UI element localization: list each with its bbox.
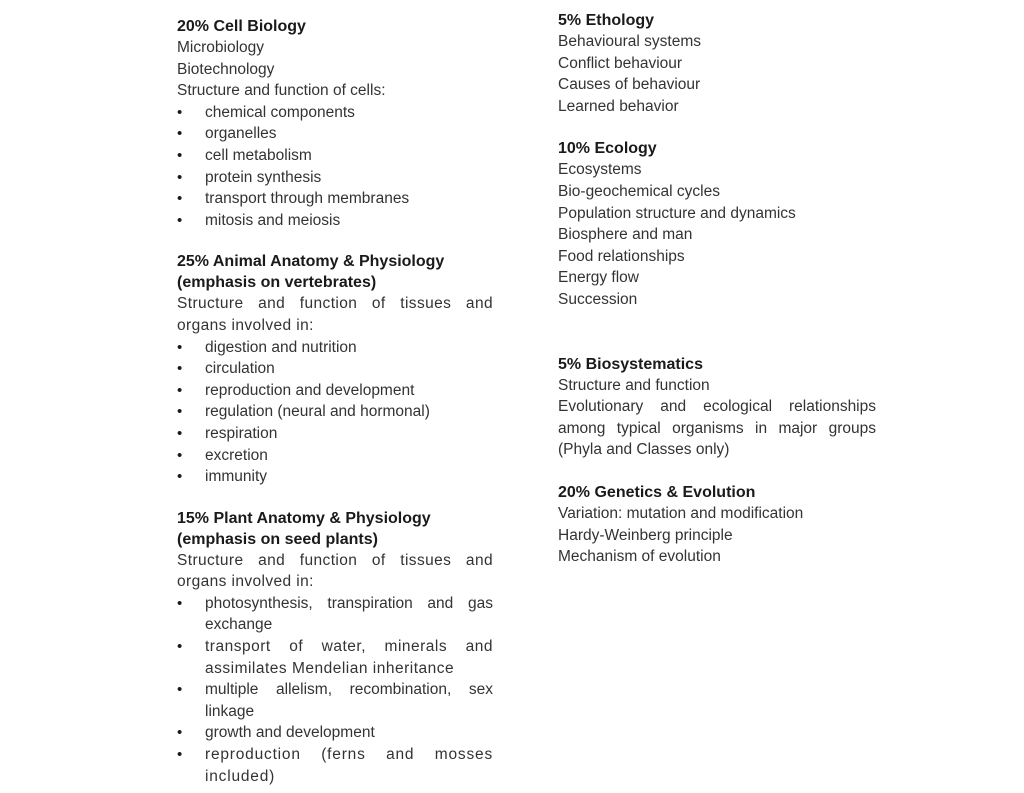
topic-line: Food relationships — [558, 247, 685, 265]
list-item: • respiration — [177, 423, 497, 445]
bullet-icon: • — [177, 446, 183, 464]
bullet-icon: • — [177, 746, 184, 764]
topic-line: Learned behavior — [558, 97, 679, 115]
bullet-icon: • — [177, 146, 183, 164]
topic-line: Hardy-Weinberg principle — [558, 526, 733, 544]
section-heading: 15% Plant Anatomy & Physiology (emphasis on seed plants) — [177, 509, 431, 548]
bullet-icon: • — [177, 360, 183, 378]
list-item: • chemical components — [177, 102, 497, 124]
bullet-icon: • — [177, 381, 183, 399]
list-item: • immunity — [177, 466, 497, 488]
list-item: • growth and development — [177, 722, 493, 744]
list-item: • multiple allelism, recombination, sex linkage — [177, 681, 493, 720]
topic-line: Energy flow — [558, 269, 639, 287]
topic-line: Structure and function of cells: — [177, 82, 386, 100]
list-item: • photosynthesis, transpiration and gas exchange — [177, 594, 493, 634]
bullet-icon: • — [177, 424, 183, 442]
topic-line: Bio-geochemical cycles — [558, 182, 720, 200]
topic-paragraph: Evolutionary and ecological relationships among typical organisms in major groups (Phyla and Classes only) — [558, 398, 876, 459]
list-item: • reproduction and development — [177, 380, 497, 402]
list-item: • transport through membranes — [177, 188, 497, 210]
bullet-icon: • — [177, 103, 183, 121]
section-heading: 20% Genetics & Evolution — [558, 483, 756, 501]
list-item: • mitosis and meiosis — [177, 210, 497, 232]
bullet-list — [177, 102, 497, 232]
section-heading: 10% Ecology — [558, 140, 657, 158]
topic-line: Succession — [558, 290, 638, 308]
bullet-icon: • — [177, 190, 183, 208]
topic-line: Behavioural systems — [558, 33, 702, 50]
bullet-icon: • — [177, 638, 183, 656]
bullet-icon: • — [177, 168, 183, 186]
topic-line: Conflict behaviour — [558, 54, 683, 72]
section-ecology — [558, 138, 888, 310]
bullet-icon: • — [177, 681, 183, 699]
bullet-icon: • — [177, 594, 183, 612]
list-item: • transport of water, minerals and assimilates Mendelian inheritance — [177, 638, 493, 677]
list-item: • protein synthesis — [177, 167, 497, 189]
list-item: • excretion — [177, 445, 497, 467]
section-plant-anatomy — [177, 508, 497, 788]
right-column — [558, 0, 888, 568]
list-item: • organelles — [177, 123, 497, 145]
bullet-list — [177, 593, 493, 787]
bullet-icon: • — [177, 468, 183, 486]
section-cell-biology — [177, 16, 497, 231]
list-item: • cell metabolism — [177, 145, 497, 167]
section-intro: Structure and function of tissues and organs involved in: — [177, 295, 493, 334]
left-column — [177, 0, 497, 787]
topic-line: Causes of behaviour — [558, 76, 701, 94]
section-intro: Structure and function of tissues and organs involved in: — [177, 551, 493, 591]
section-heading: 20% Cell Biology — [177, 18, 306, 35]
list-item: • regulation (neural and hormonal) — [177, 401, 497, 423]
topic-line: Mechanism of evolution — [558, 548, 721, 566]
topic-line: Microbiology — [177, 39, 265, 56]
section-heading: 25% Animal Anatomy & Physiology (emphasis on vertebrates) — [177, 253, 445, 292]
section-genetics-evolution — [558, 482, 888, 568]
bullet-icon: • — [177, 338, 183, 356]
topic-line: Variation: mutation and modification — [558, 504, 804, 522]
section-ethology — [558, 10, 888, 117]
topic-line: Biotechnology — [177, 60, 275, 78]
bullet-icon: • — [177, 125, 183, 143]
topic-line: Structure and function — [558, 376, 710, 394]
section-heading: 5% Ethology — [558, 12, 655, 29]
section-animal-anatomy — [177, 251, 497, 487]
section-heading: 5% Biosystematics — [558, 355, 703, 373]
topic-line: Biosphere and man — [558, 226, 693, 244]
list-item: • reproduction (ferns and mosses included) — [177, 746, 493, 785]
bullet-icon: • — [177, 403, 183, 421]
list-item: • circulation — [177, 358, 497, 380]
bullet-icon: • — [177, 724, 183, 742]
bullet-list — [177, 337, 497, 488]
bullet-icon: • — [177, 211, 183, 229]
topic-line: Population structure and dynamics — [558, 204, 796, 222]
section-biosystematics — [558, 354, 888, 461]
topic-line: Ecosystems — [558, 161, 642, 179]
list-item: • digestion and nutrition — [177, 337, 497, 359]
